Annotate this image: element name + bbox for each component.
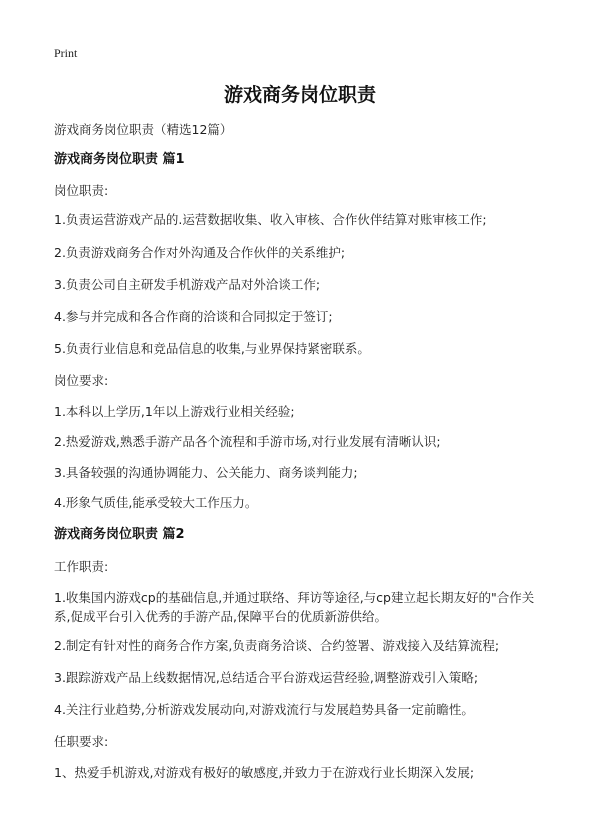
section-1-duty-3: 3.负责公司自主研发手机游戏产品对外洽谈工作; xyxy=(54,277,321,292)
section-1-req-1: 1.本科以上学历,1年以上游戏行业相关经验; xyxy=(54,404,295,419)
document-title: 游戏商务岗位职责 xyxy=(223,84,376,106)
section-2-req-label: 任职要求: xyxy=(54,734,109,749)
section-1-duty-2: 2.负责游戏商务合作对外沟通及合作伙伴的关系维护; xyxy=(54,245,346,260)
section-1-req-4: 4.形象气质佳,能承受较大工作压力。 xyxy=(54,495,258,510)
section-1-duty-4: 4.参与并完成和各合作商的洽谈和合同拟定于签订; xyxy=(54,309,333,324)
section-2-duty-label: 工作职责: xyxy=(54,559,109,574)
section-1-heading: 游戏商务岗位职责 篇1 xyxy=(54,152,185,167)
section-1-duty-5: 5.负责行业信息和竞品信息的收集,与业界保持紧密联系。 xyxy=(54,341,370,356)
section-1-req-3: 3.具备较强的沟通协调能力、公关能力、商务谈判能力; xyxy=(54,465,358,480)
document-subtitle: 游戏商务岗位职责（精选12篇） xyxy=(54,122,233,137)
section-2-heading: 游戏商务岗位职责 篇2 xyxy=(54,527,185,542)
section-2-req-1: 1、热爱手机游戏,对游戏有极好的敏感度,并致力于在游戏行业长期深入发展; xyxy=(54,765,475,780)
section-1-req-label: 岗位要求: xyxy=(54,373,109,388)
section-2-duty-1: 1.收集国内游戏cp的基础信息,并通过联络、拜访等途径,与cp建立起长期友好的"合作关系,促成平台引入优秀的手游产品,保障平台的优质新游供给。 xyxy=(54,590,535,624)
print-link[interactable]: Print xyxy=(54,46,78,60)
section-2-duty-2: 2.制定有针对性的商务合作方案,负责商务洽谈、合约签署、游戏接入及结算流程; xyxy=(54,638,500,653)
section-1-duty-1: 1.负责运营游戏产品的.运营数据收集、收入审核、合作伙伴结算对账审核工作; xyxy=(54,212,487,227)
section-1-duty-label: 岗位职责: xyxy=(54,183,109,198)
section-2-duty-3: 3.跟踪游戏产品上线数据情况,总结适合平台游戏运营经验,调整游戏引入策略; xyxy=(54,670,479,685)
section-1-req-2: 2.热爱游戏,熟悉手游产品各个流程和手游市场,对行业发展有清晰认识; xyxy=(54,434,441,449)
section-2-duty-4: 4.关注行业趋势,分析游戏发展动向,对游戏流行与发展趋势具备一定前瞻性。 xyxy=(54,702,474,717)
